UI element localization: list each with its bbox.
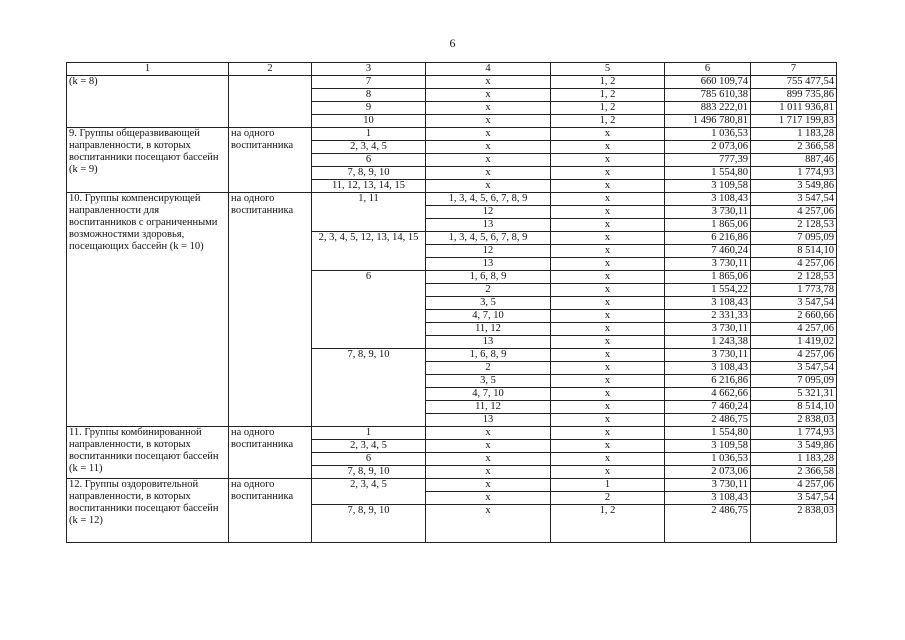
- cell: 1 036,53: [665, 453, 751, 466]
- group-cell: 7, 8, 9, 10: [312, 349, 426, 427]
- cell: x: [551, 128, 665, 141]
- tariff-table: [66, 62, 837, 543]
- cell: 1 554,80: [665, 167, 751, 180]
- cell: 3 547,54: [751, 492, 837, 505]
- cell: 4 257,06: [751, 349, 837, 362]
- cell: x: [426, 453, 551, 466]
- cell: x: [551, 284, 665, 297]
- cell: x: [551, 219, 665, 232]
- cell: 1: [312, 427, 426, 440]
- group-cell: 6: [312, 271, 426, 349]
- cell: 12: [426, 206, 551, 219]
- cell: x: [426, 115, 551, 128]
- cell: 1, 3, 4, 5, 6, 7, 8, 9: [426, 232, 551, 245]
- cell: 1, 2: [551, 115, 665, 128]
- cell: 4, 7, 10: [426, 388, 551, 401]
- cell: 1 773,78: [751, 284, 837, 297]
- cell: 8 514,10: [751, 401, 837, 414]
- cell: 3 547,54: [751, 297, 837, 310]
- section-title: 9. Группы общеразвивающей направленности, в которых воспитанники посещают бассейн (k = 9): [67, 128, 229, 193]
- cell: x: [426, 167, 551, 180]
- cell: x: [426, 427, 551, 440]
- group-cell: 2, 3, 4, 5, 12, 13, 14, 15: [312, 232, 426, 271]
- section-title: 11. Группы комбинированной направленности, в которых воспитанники посещают бассейн (k = 11): [67, 427, 229, 479]
- cell: 3 108,43: [665, 193, 751, 206]
- cell: 3 730,11: [665, 479, 751, 492]
- cell: x: [426, 141, 551, 154]
- cell: 2, 3, 4, 5: [312, 440, 426, 453]
- cell: 1, 6, 8, 9: [426, 349, 551, 362]
- cell: 660 109,74: [665, 76, 751, 89]
- table-row: [67, 76, 837, 89]
- cell: 7 460,24: [665, 245, 751, 258]
- cell: x: [551, 297, 665, 310]
- page-number: 6: [449, 36, 456, 50]
- cell: 7, 8, 9, 10: [312, 466, 426, 479]
- cell: 1: [312, 128, 426, 141]
- cell: 2 073,06: [665, 466, 751, 479]
- cell: 11, 12: [426, 401, 551, 414]
- cell: x: [426, 466, 551, 479]
- cell: 6 216,86: [665, 232, 751, 245]
- cell: 755 477,54: [751, 76, 837, 89]
- cell: 3, 5: [426, 297, 551, 310]
- cell: 4 662,66: [665, 388, 751, 401]
- cell: 1, 6, 8, 9: [426, 271, 551, 284]
- cell: 9: [312, 102, 426, 115]
- cell: 2 128,53: [751, 219, 837, 232]
- header-cell: 3: [312, 63, 426, 76]
- cell: 2 660,66: [751, 310, 837, 323]
- cell: x: [551, 180, 665, 193]
- cell: 3 730,11: [665, 258, 751, 271]
- cell: 13: [426, 414, 551, 427]
- cell: 7 460,24: [665, 401, 751, 414]
- cell: 1 183,28: [751, 453, 837, 466]
- cell: x: [551, 388, 665, 401]
- cell: x: [426, 102, 551, 115]
- cell: 1 011 936,81: [751, 102, 837, 115]
- cell: 1 865,06: [665, 219, 751, 232]
- cell: 1 774,93: [751, 427, 837, 440]
- cell: 2, 3, 4, 5: [312, 141, 426, 154]
- group-cell: 2, 3, 4, 5: [312, 479, 426, 505]
- cell: 3 109,58: [665, 440, 751, 453]
- section-unit: на одного воспитанника: [229, 479, 312, 543]
- cell: x: [551, 414, 665, 427]
- cell: 2 073,06: [665, 141, 751, 154]
- cell: x: [551, 323, 665, 336]
- group-cell: 7, 8, 9, 10: [312, 505, 426, 543]
- cell: 5 321,31: [751, 388, 837, 401]
- cell: 6 216,86: [665, 375, 751, 388]
- cell: x: [426, 89, 551, 102]
- cell: 3 547,54: [751, 362, 837, 375]
- cell: 13: [426, 336, 551, 349]
- cell: 3 108,43: [665, 492, 751, 505]
- cell: x: [551, 232, 665, 245]
- cell: 8: [312, 89, 426, 102]
- cell: 6: [312, 154, 426, 167]
- cell: 777,39: [665, 154, 751, 167]
- cell: 1, 2: [551, 505, 665, 543]
- group-cell: 1, 11: [312, 193, 426, 232]
- cell: x: [551, 466, 665, 479]
- cell: 2 838,03: [751, 414, 837, 427]
- cell: 2 486,75: [665, 414, 751, 427]
- cell: 12: [426, 245, 551, 258]
- table-row: [67, 193, 837, 206]
- cell: 1, 2: [551, 89, 665, 102]
- cell: x: [551, 167, 665, 180]
- cell: x: [551, 245, 665, 258]
- cell: x: [551, 427, 665, 440]
- cell: 1 865,06: [665, 271, 751, 284]
- table-row: [67, 479, 837, 492]
- cell: x: [551, 141, 665, 154]
- cell: 2: [551, 492, 665, 505]
- cell: 7, 8, 9, 10: [312, 167, 426, 180]
- cell: 8 514,10: [751, 245, 837, 258]
- cell: 2: [426, 362, 551, 375]
- header-cell: 6: [665, 63, 751, 76]
- cell: x: [551, 154, 665, 167]
- cell: 2 838,03: [751, 505, 837, 543]
- cell: 1, 3, 4, 5, 6, 7, 8, 9: [426, 193, 551, 206]
- cell: 4, 7, 10: [426, 310, 551, 323]
- cell: x: [426, 154, 551, 167]
- cell: 3 108,43: [665, 362, 751, 375]
- cell: x: [551, 336, 665, 349]
- cell: 3 109,58: [665, 180, 751, 193]
- cell: 2 486,75: [665, 505, 751, 543]
- cell: 1 496 780,81: [665, 115, 751, 128]
- cell: x: [426, 180, 551, 193]
- cell: x: [426, 128, 551, 141]
- cell: x: [426, 440, 551, 453]
- cell: 3 547,54: [751, 193, 837, 206]
- section-unit: на одного воспитанника: [229, 128, 312, 193]
- cell: 11, 12: [426, 323, 551, 336]
- cell: x: [551, 271, 665, 284]
- cell: x: [426, 505, 551, 543]
- table-row: [67, 427, 837, 440]
- cell: x: [426, 492, 551, 505]
- cell: 3, 5: [426, 375, 551, 388]
- cell: 883 222,01: [665, 102, 751, 115]
- cell: x: [551, 193, 665, 206]
- section-title: 10. Группы компенсирующей направленности для воспитанников с ограниченными возможностями здоровья, посещающих бассейн (k = 10): [67, 193, 229, 427]
- header-cell: 1: [67, 63, 229, 76]
- cell: 1 554,22: [665, 284, 751, 297]
- section-title: (k = 8): [67, 76, 229, 128]
- cell: 1, 2: [551, 76, 665, 89]
- cell: x: [551, 310, 665, 323]
- cell: 785 610,38: [665, 89, 751, 102]
- cell: 2: [426, 284, 551, 297]
- header-cell: 2: [229, 63, 312, 76]
- cell: 2 366,58: [751, 466, 837, 479]
- section-unit: на одного воспитанника: [229, 193, 312, 427]
- cell: 10: [312, 115, 426, 128]
- cell: 3 549,86: [751, 180, 837, 193]
- section-title: 12. Группы оздоровительной направленности, в которых воспитанники посещают бассейн (k = 12): [67, 479, 229, 543]
- cell: 4 257,06: [751, 206, 837, 219]
- cell: 2 366,58: [751, 141, 837, 154]
- cell: 1 036,53: [665, 128, 751, 141]
- cell: 3 108,43: [665, 297, 751, 310]
- cell: x: [426, 76, 551, 89]
- cell: x: [551, 362, 665, 375]
- header-row: [67, 63, 837, 76]
- cell: 1 419,02: [751, 336, 837, 349]
- cell: x: [426, 479, 551, 492]
- cell: x: [551, 453, 665, 466]
- cell: 7 095,09: [751, 232, 837, 245]
- cell: 4 257,06: [751, 479, 837, 492]
- header-cell: 7: [751, 63, 837, 76]
- header-cell: 5: [551, 63, 665, 76]
- section-unit: на одного воспитанника: [229, 427, 312, 479]
- header-cell: 4: [426, 63, 551, 76]
- cell: 1 717 199,83: [751, 115, 837, 128]
- cell: x: [551, 258, 665, 271]
- cell: 2 331,33: [665, 310, 751, 323]
- cell: 3 730,11: [665, 206, 751, 219]
- cell: 3 549,86: [751, 440, 837, 453]
- cell: 13: [426, 258, 551, 271]
- cell: 887,46: [751, 154, 837, 167]
- cell: x: [551, 401, 665, 414]
- cell: x: [551, 206, 665, 219]
- cell: 1: [551, 479, 665, 492]
- cell: 1, 2: [551, 102, 665, 115]
- cell: 3 730,11: [665, 323, 751, 336]
- cell: 6: [312, 453, 426, 466]
- cell: 4 257,06: [751, 323, 837, 336]
- cell: 3 730,11: [665, 349, 751, 362]
- cell: 4 257,06: [751, 258, 837, 271]
- cell: 11, 12, 13, 14, 15: [312, 180, 426, 193]
- section-unit: [229, 76, 312, 128]
- cell: 1 183,28: [751, 128, 837, 141]
- cell: 1 243,38: [665, 336, 751, 349]
- cell: x: [551, 440, 665, 453]
- cell: 899 735,86: [751, 89, 837, 102]
- cell: 1 774,93: [751, 167, 837, 180]
- cell: 13: [426, 219, 551, 232]
- cell: x: [551, 349, 665, 362]
- cell: 7 095,09: [751, 375, 837, 388]
- table-row: [67, 128, 837, 141]
- cell: 2 128,53: [751, 271, 837, 284]
- cell: 1 554,80: [665, 427, 751, 440]
- cell: x: [551, 375, 665, 388]
- cell: 7: [312, 76, 426, 89]
